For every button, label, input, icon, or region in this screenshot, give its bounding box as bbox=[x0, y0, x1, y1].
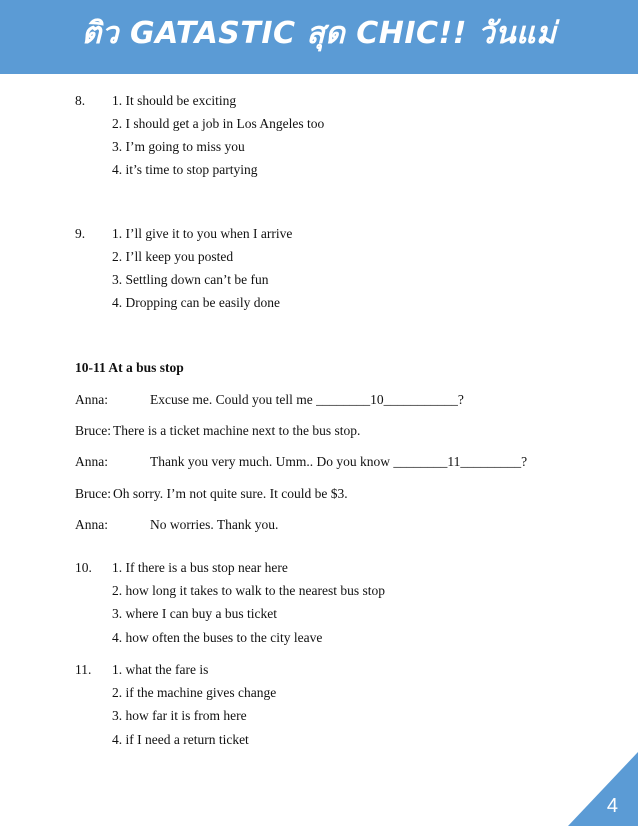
page-corner-triangle bbox=[568, 752, 638, 826]
answer-option: 3. I’m going to miss you bbox=[112, 139, 245, 154]
question-number: 8. bbox=[75, 93, 86, 108]
page-number: 4 bbox=[606, 795, 618, 817]
answer-option: 4. Dropping can be easily done bbox=[112, 295, 280, 310]
answer-option: 1. It should be exciting bbox=[112, 93, 237, 108]
question-number: 9. bbox=[75, 226, 86, 241]
dialogue-line: No worries. Thank you. bbox=[150, 517, 279, 532]
question-number: 11. bbox=[75, 662, 92, 677]
dialogue-speaker: Bruce: bbox=[75, 486, 111, 501]
answer-option: 2. how long it takes to walk to the nearest bus stop bbox=[112, 583, 385, 598]
answer-option: 4. it’s time to stop partying bbox=[112, 162, 258, 177]
answer-option: 3. where I can buy a bus ticket bbox=[112, 606, 277, 621]
dialogue-line: Excuse me. Could you tell me ________10___________? bbox=[150, 392, 464, 407]
answer-option: 2. I should get a job in Los Angeles too bbox=[112, 116, 325, 131]
answer-option: 4. if I need a return ticket bbox=[112, 732, 249, 747]
dialogue-speaker: Anna: bbox=[75, 454, 108, 469]
answer-option: 3. Settling down can’t be fun bbox=[112, 272, 269, 287]
dialogue-speaker: Anna: bbox=[75, 517, 108, 532]
dialogue-speaker: Anna: bbox=[75, 392, 108, 407]
answer-option: 3. how far it is from here bbox=[112, 708, 247, 723]
header-title: ติว GATASTIC สุด CHIC!! วันแม่ bbox=[81, 15, 557, 51]
dialogue-line: Oh sorry. I’m not quite sure. It could be $3. bbox=[113, 486, 348, 501]
answer-option: 1. what the fare is bbox=[112, 662, 209, 677]
answer-option: 1. If there is a bus stop near here bbox=[112, 560, 288, 575]
dialogue-line: Thank you very much. Umm.. Do you know ________11_________? bbox=[150, 454, 528, 469]
answer-option: 2. if the machine gives change bbox=[112, 685, 277, 700]
section-heading: 10-11 At a bus stop bbox=[75, 360, 184, 375]
question-number: 10. bbox=[75, 560, 92, 575]
dialogue-speaker: Bruce: bbox=[75, 423, 111, 438]
answer-option: 1. I’ll give it to you when I arrive bbox=[112, 226, 293, 241]
answer-option: 2. I’ll keep you posted bbox=[112, 249, 234, 264]
answer-option: 4. how often the buses to the city leave bbox=[112, 630, 323, 645]
dialogue-line: There is a ticket machine next to the bus stop. bbox=[113, 423, 361, 438]
